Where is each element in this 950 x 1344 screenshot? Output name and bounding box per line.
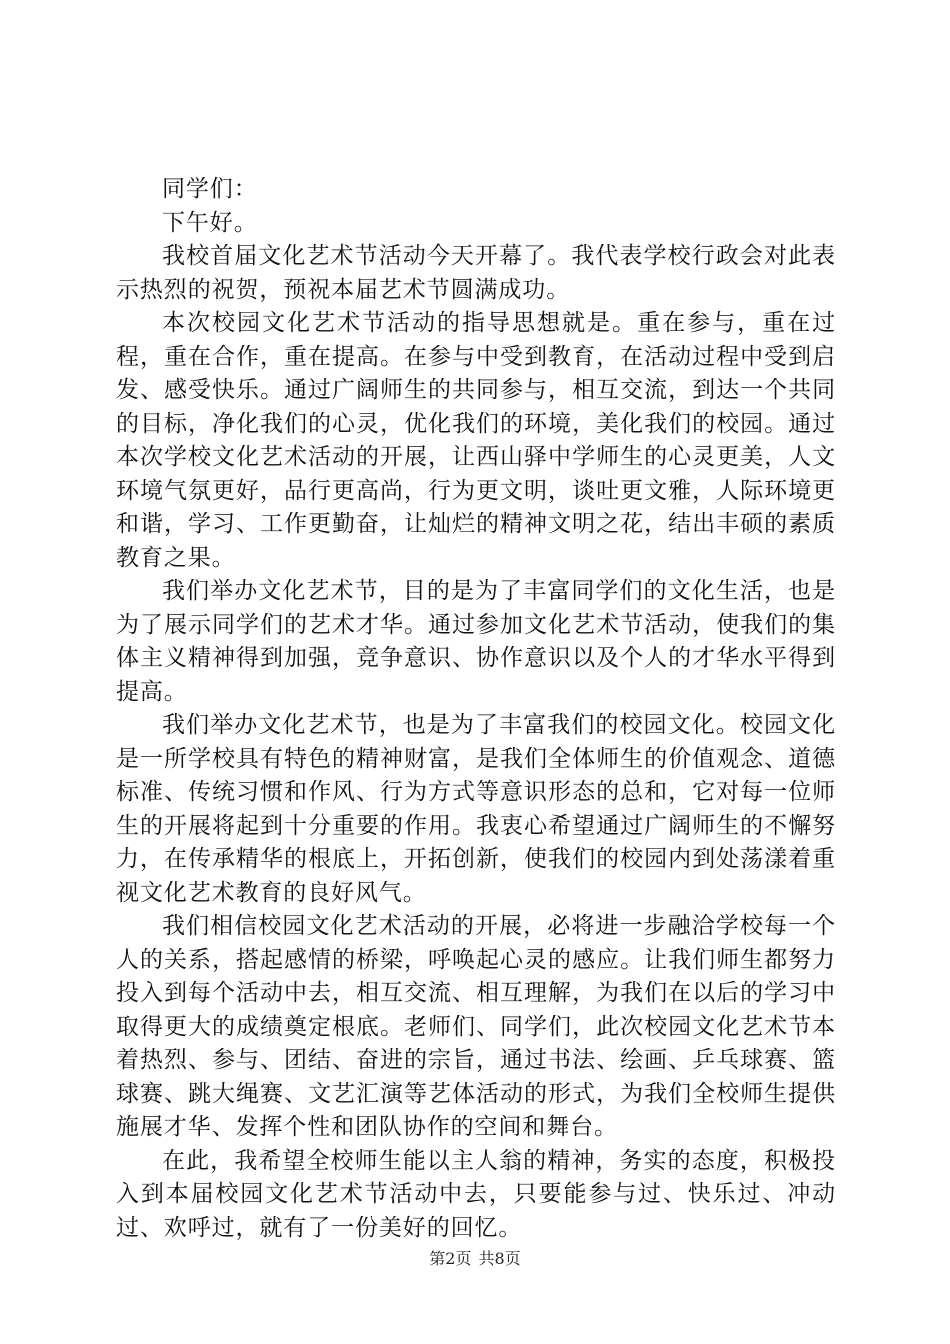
paragraph-purpose: 我们举办文化艺术节，目的是为了丰富同学们的文化生活，也是为了展示同学们的艺术才华。通过参加文化艺术节活动，使我们的集体主义精神得到加强，竞争意识、协作意识以及个人的才华水平得到提高。 <box>116 578 836 705</box>
paragraph-guiding-idea: 本次校园文化艺术节活动的指导思想就是。重在参与，重在过程，重在合作，重在提高。在参与中受到教育，在活动过程中受到启发、感受快乐。通过广阔师生的共同参与，相互交流，到达一个共同的目标，净化我们的心灵，优化我们的环境，美化我们的校园。通过本次学校文化艺术活动的开展，让西山驿中学师生的心灵更美，人文环境气氛更好，品行更高尚，行为更文明，谈吐更文雅，人际环境更和谐，学习、工作更勤奋，让灿烂的精神文明之花，结出丰硕的素质教育之果。 <box>116 310 836 571</box>
paragraph-campus-culture: 我们举办文化艺术节，也是为了丰富我们的校园文化。校园文化是一所学校具有特色的精神财富，是我们全体师生的价值观念、道德标准、传统习惯和作风、行为方式等意识形态的总和，它对每一位师生的开展将起到十分重要的作用。我衷心希望通过广阔师生的不懈努力，在传承精华的根底上，开拓创新，使我们的校园内到处荡漾着重视文化艺术教育的良好风气。 <box>116 712 836 906</box>
paragraph-activities: 我们相信校园文化艺术活动的开展，必将进一步融洽学校每一个人的关系，搭起感情的桥梁，呼唤起心灵的感应。让我们师生都努力投入到每个活动中去，相互交流、相互理解，为我们在以后的学习中取得更大的成绩奠定根底。老师们、同学们，此次校园文化艺术节本着热烈、参与、团结、奋进的宗旨，通过书法、绘画、乒乓球赛、篮球赛、跳大绳赛、文艺汇演等艺体活动的形式，为我们全校师生提供施展才华、发挥个性和团队协作的空间和舞台。 <box>116 913 836 1140</box>
page-total: 共8页 <box>478 1249 521 1268</box>
greeting: 同学们： <box>162 176 258 202</box>
page-footer <box>0 1246 950 1269</box>
salutation: 下午好。 <box>162 209 258 236</box>
document-body <box>116 173 836 1245</box>
paragraph-opening: 我校首届文化艺术节活动今天开幕了。我代表学校行政会对此表示热烈的祝贺，预祝本届艺术节圆满成功。 <box>116 243 836 303</box>
page-number: 第2页 <box>429 1249 472 1268</box>
paragraph-closing: 在此，我希望全校师生能以主人翁的精神，务实的态度，积极投入到本届校园文化艺术节活动中去，只要能参与过、快乐过、冲动过、欢呼过，就有了一份美好的回忆。 <box>116 1147 836 1241</box>
